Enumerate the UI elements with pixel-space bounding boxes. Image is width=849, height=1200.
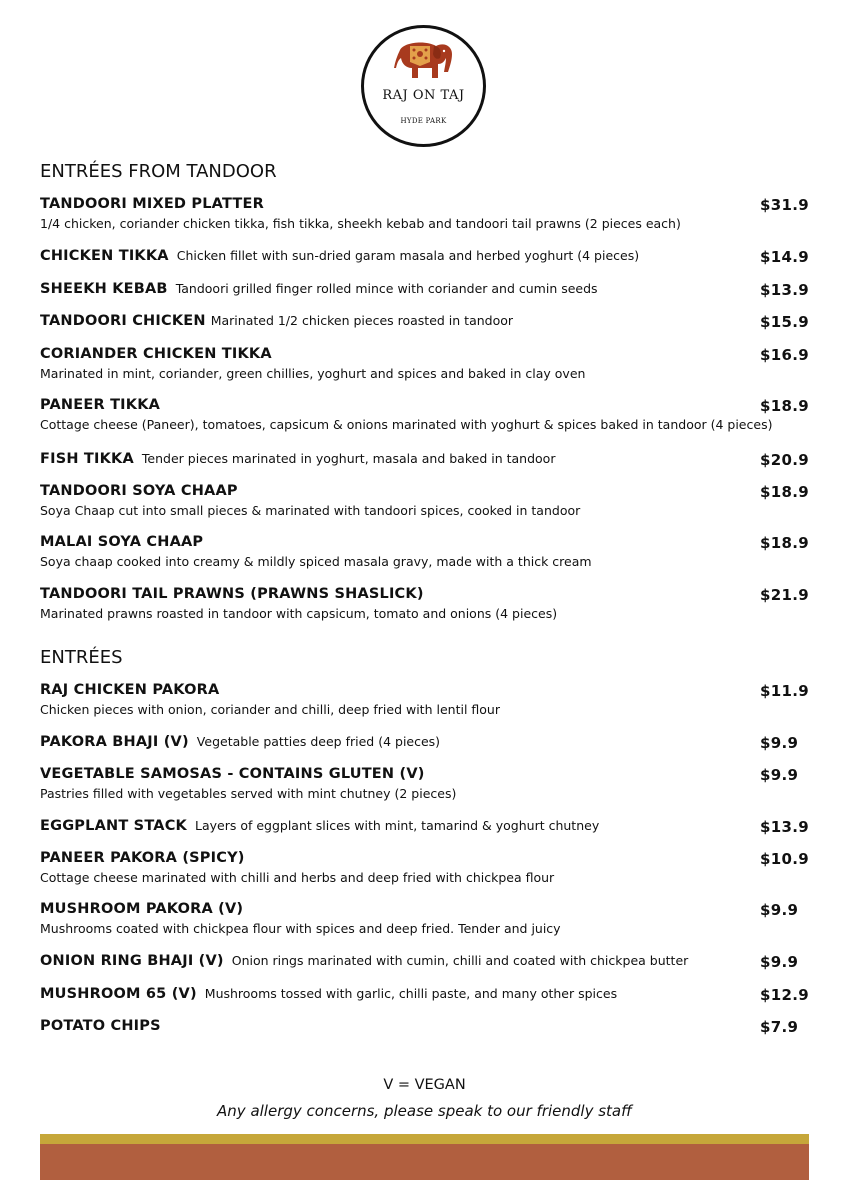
item-price: $16.9 — [760, 346, 809, 364]
item-description: 1/4 chicken, coriander chicken tikka, fish tikka, sheekh kebab and tandoori tail prawns (2 pieces each) — [40, 216, 681, 231]
item-description: Marinated in mint, coriander, green chillies, yoghurt and spices and baked in clay oven — [40, 366, 586, 381]
menu-item — [40, 901, 810, 936]
item-description: Tender pieces marinated in yoghurt, masala and baked in tandoor — [141, 451, 556, 466]
item-description: Vegetable patties deep fried (4 pieces) — [196, 734, 441, 749]
item-name: TANDOORI CHICKEN — [40, 313, 206, 329]
item-description: Cottage cheese (Paneer), tomatoes, capsicum & onions marinated with yoghurt & spices baked in tandoor (4 pieces) — [40, 417, 773, 432]
item-price: $7.9 — [760, 1018, 799, 1036]
menu-item — [40, 534, 810, 569]
item-price: $13.9 — [760, 281, 809, 299]
section-heading-tandoor: ENTRÉES FROM TANDOOR — [40, 161, 277, 182]
item-name: PAKORA BHAJI (V) — [40, 734, 189, 750]
footer-band-gold — [40, 1134, 809, 1144]
menu-item — [40, 586, 810, 621]
item-description: Chicken pieces with onion, coriander and chilli, deep fried with lentil flour — [40, 702, 500, 717]
restaurant-name: RAJ ON TAJ — [382, 88, 465, 103]
item-name: TANDOORI MIXED PLATTER — [40, 196, 264, 212]
item-price: $18.9 — [760, 483, 809, 501]
item-price: $21.9 — [760, 586, 809, 604]
item-name: SHEEKH KEBAB — [40, 281, 168, 297]
menu-item — [40, 766, 810, 801]
item-price: $14.9 — [760, 248, 809, 266]
menu-item — [40, 397, 810, 432]
item-description: Onion rings marinated with cumin, chilli and coated with chickpea butter — [231, 953, 689, 968]
item-price: $13.9 — [760, 818, 809, 836]
item-description: Layers of eggplant slices with mint, tamarind & yoghurt chutney — [194, 818, 600, 833]
item-description: Soya chaap cooked into creamy & mildly spiced masala gravy, made with a thick cream — [40, 554, 592, 569]
item-name: MALAI SOYA CHAAP — [40, 534, 204, 550]
item-name: PANEER TIKKA — [40, 397, 161, 413]
restaurant-logo — [361, 25, 486, 147]
item-description: Mushrooms tossed with garlic, chilli paste, and many other spices — [204, 986, 618, 1001]
menu-item — [40, 281, 810, 297]
restaurant-location: HYDE PARK — [400, 117, 447, 125]
menu-item — [40, 196, 810, 231]
elephant-icon — [392, 36, 458, 82]
item-description: Marinated prawns roasted in tandoor with capsicum, tomato and onions (4 pieces) — [40, 606, 558, 621]
item-price: $9.9 — [760, 953, 799, 971]
item-price: $9.9 — [760, 901, 799, 919]
item-name: MUSHROOM PAKORA (V) — [40, 901, 244, 917]
menu-item — [40, 313, 810, 329]
item-name: POTATO CHIPS — [40, 1018, 161, 1034]
item-name: PANEER PAKORA (SPICY) — [40, 850, 245, 866]
menu-item — [40, 818, 810, 834]
menu-item — [40, 986, 810, 1002]
menu-item — [40, 1018, 810, 1034]
item-description: Soya Chaap cut into small pieces & marinated with tandoori spices, cooked in tandoor — [40, 503, 581, 518]
item-price: $9.9 — [760, 734, 799, 752]
item-description: Pastries filled with vegetables served with mint chutney (2 pieces) — [40, 786, 457, 801]
item-description: Cottage cheese marinated with chilli and herbs and deep fried with chickpea flour — [40, 870, 555, 885]
item-price: $9.9 — [760, 766, 799, 784]
item-price: $20.9 — [760, 451, 809, 469]
menu-item — [40, 346, 810, 381]
item-name: CHICKEN TIKKA — [40, 248, 169, 264]
vegan-legend: V = VEGAN — [383, 1077, 466, 1093]
section-heading-entrees: ENTRÉES — [40, 647, 123, 668]
menu-item — [40, 248, 810, 264]
item-price: $18.9 — [760, 534, 809, 552]
item-price: $11.9 — [760, 682, 809, 700]
allergy-note: Any allergy concerns, please speak to our friendly staff — [217, 1102, 632, 1120]
item-name: TANDOORI SOYA CHAAP — [40, 483, 238, 499]
item-name: VEGETABLE SAMOSAS - CONTAINS GLUTEN (V) — [40, 766, 425, 782]
item-description: Tandoori grilled finger rolled mince with coriander and cumin seeds — [175, 281, 598, 296]
item-description: Marinated 1/2 chicken pieces roasted in tandoor — [210, 313, 514, 328]
menu-item — [40, 953, 810, 969]
menu-item — [40, 682, 810, 717]
item-name: EGGPLANT STACK — [40, 818, 187, 834]
item-name: MUSHROOM 65 (V) — [40, 986, 197, 1002]
item-price: $15.9 — [760, 313, 809, 331]
menu-item — [40, 850, 810, 885]
item-price: $18.9 — [760, 397, 809, 415]
footer-band-terracotta — [40, 1144, 809, 1180]
item-description: Mushrooms coated with chickpea flour with spices and deep fried. Tender and juicy — [40, 921, 561, 936]
item-name: RAJ CHICKEN PAKORA — [40, 682, 220, 698]
item-name: CORIANDER CHICKEN TIKKA — [40, 346, 272, 362]
item-price: $12.9 — [760, 986, 809, 1004]
item-description: Chicken fillet with sun-dried garam masala and herbed yoghurt (4 pieces) — [176, 248, 640, 263]
item-price: $10.9 — [760, 850, 809, 868]
item-name: FISH TIKKA — [40, 451, 134, 467]
item-name: TANDOORI TAIL PRAWNS (PRAWNS SHASLICK) — [40, 586, 424, 602]
item-name: ONION RING BHAJI (V) — [40, 953, 224, 969]
menu-item — [40, 483, 810, 518]
menu-item — [40, 734, 810, 750]
menu-item — [40, 451, 810, 467]
item-price: $31.9 — [760, 196, 809, 214]
